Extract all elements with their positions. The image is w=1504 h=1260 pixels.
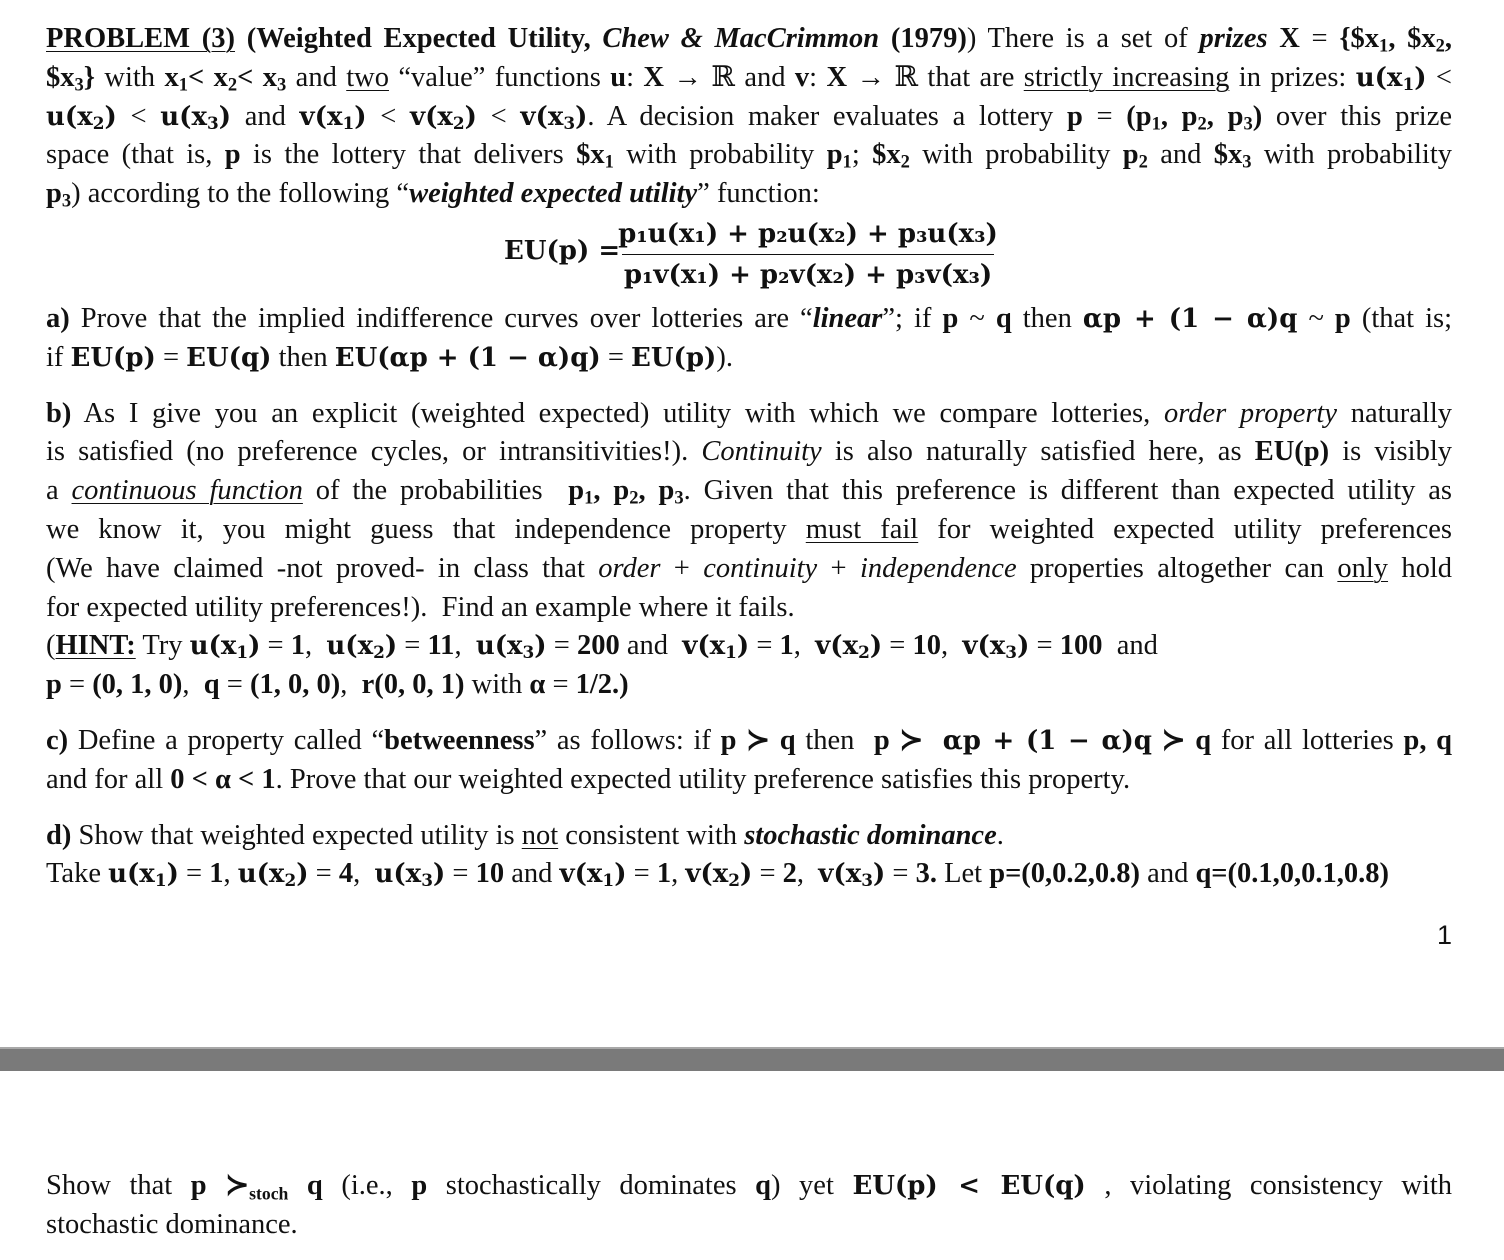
part-c-line-1: c) Define a property called “betweenness” as follows: if p ≻ q then p ≻ αp + (1 − α)q ≻ q for all lotteries p, q	[46, 724, 1452, 756]
page-number: 1	[1436, 920, 1452, 950]
part-b-line-1: b) As I give you an explicit (weighted expected) utility with which we compare lotteries, order property naturally	[46, 397, 1452, 429]
hint-line-1: (HINT: Try $u(x_1) = 1$, $u(x_2) = 11$, $u(x_3) = 200$ and $v(x_1) = 1$, $v(x_2) = 10$, $v(x_3) = 100$ and	[46, 630, 1158, 663]
title-open: (Weighted Expected Utility,	[246, 23, 603, 54]
eu-inequality: EU(p) < EU(q)	[852, 1171, 1086, 1201]
problem-document	[46, 20, 1452, 894]
part-b-line-4: we know it, you might guess that independence property must fail for weighted expected utility preferences	[46, 513, 1452, 545]
page-break-divider	[0, 1047, 1504, 1071]
part-a-line-1: a) Prove that the implied indifference curves over lotteries are “linear”; if p ~ q then αp + (1 − α)q ~ p (that is;	[46, 302, 1452, 334]
intro-line-2: $\$x_3$} with $x_1< x_2< x_3$ and two “value” functions u: X → ℝ and v: X → ℝ that are strictly increasing in prizes: $u(x_1)$ <	[46, 61, 1452, 96]
continuation-line-1: Show that p ≻stoch q (i.e., p stochastically dominates q) yet EU(p) < EU(q) , violating consistency with	[46, 1170, 1452, 1204]
intro-line-3: $u(x_2) < u(x_3)$ and $v(x_1) < v(x_2) < v(x_3)$. A decision maker evaluates a lottery $p = (p_1$, $p_2$, $p_3$) over this prize	[46, 100, 1452, 135]
part-b-line-6: for expected utility preferences!). Find an example where it fails.	[46, 591, 795, 623]
part-a-line-2: if EU(p) = EU(q) then EU(αp + (1 − α)q) = EU(p)).	[46, 341, 733, 373]
part-b-line-5: (We have claimed -not proved- in class that order + continuity + independence properties altogether can only hold	[46, 552, 1452, 584]
hint-line-2: p = (0, 1, 0), q = (1, 0, 0), r(0, 0, 1) with α = 1/2.)	[46, 669, 629, 701]
title-year: (1979)	[879, 23, 967, 54]
intro-line-5: $p_3$) according to the following “weighted expected utility” function:	[46, 178, 820, 212]
part-d-line-2: Take $u(x_1) = 1$, $u(x_2) = 4$, $u(x_3) = 10$ and $v(x_1) = 1$, $v(x_2) = 2$, $v(x_3) = 3$. Let p=(0,0.2,0.8) and q=(0.1,0,0.1,0.8)	[46, 858, 1390, 891]
hint-label: HINT:	[55, 630, 136, 662]
intro-line-4: space (that is, p is the lottery that delivers $\$x_1$ with probability $p_1$; $\$x_2$ with probability $p_2$ and $\$x_3$ with probability	[46, 139, 1452, 174]
formula-fraction	[618, 214, 998, 295]
part-d-line-1: d) Show that weighted expected utility is not consistent with stochastic dominance.	[46, 819, 1004, 851]
continuation-line-2: stochastic dominance.	[46, 1208, 298, 1240]
part-c-line-2: and for all 0 < α < 1. Prove that our weighted expected utility preference satisfies this property.	[46, 763, 1131, 795]
title-authors: Chew & MacCrimmon	[602, 23, 880, 54]
problem-label: PROBLEM (3)	[46, 23, 236, 54]
continuation-text	[46, 1167, 1452, 1245]
part-b-line-2: is satisfied (no preference cycles, or intransitivities!). Continuity is also naturally satisfied here, as EU(p) is visibly	[46, 436, 1452, 468]
part-b-line-3: a continuous function of the probabilities $p_1$, $p_2$, $p_3$. Given that this preference is different than expected utility as	[46, 475, 1452, 509]
title-close: )	[966, 23, 977, 54]
formula-denominator: p₁v(x₁) + p₂v(x₂) + p₃v(x₃)	[623, 259, 993, 290]
eu-formula	[46, 214, 1452, 300]
formula-numerator: p₁u(x₁) + p₂u(x₂) + p₃u(x₃)	[618, 218, 998, 249]
formula-lhs: EU(p) =	[504, 235, 621, 266]
intro-line-1: PROBLEM (3) (Weighted Expected Utility, Chew & MacCrimmon (1979)) There is a set of prizes $X = \{\$x_1$, $\$x_2$,	[46, 23, 1452, 57]
